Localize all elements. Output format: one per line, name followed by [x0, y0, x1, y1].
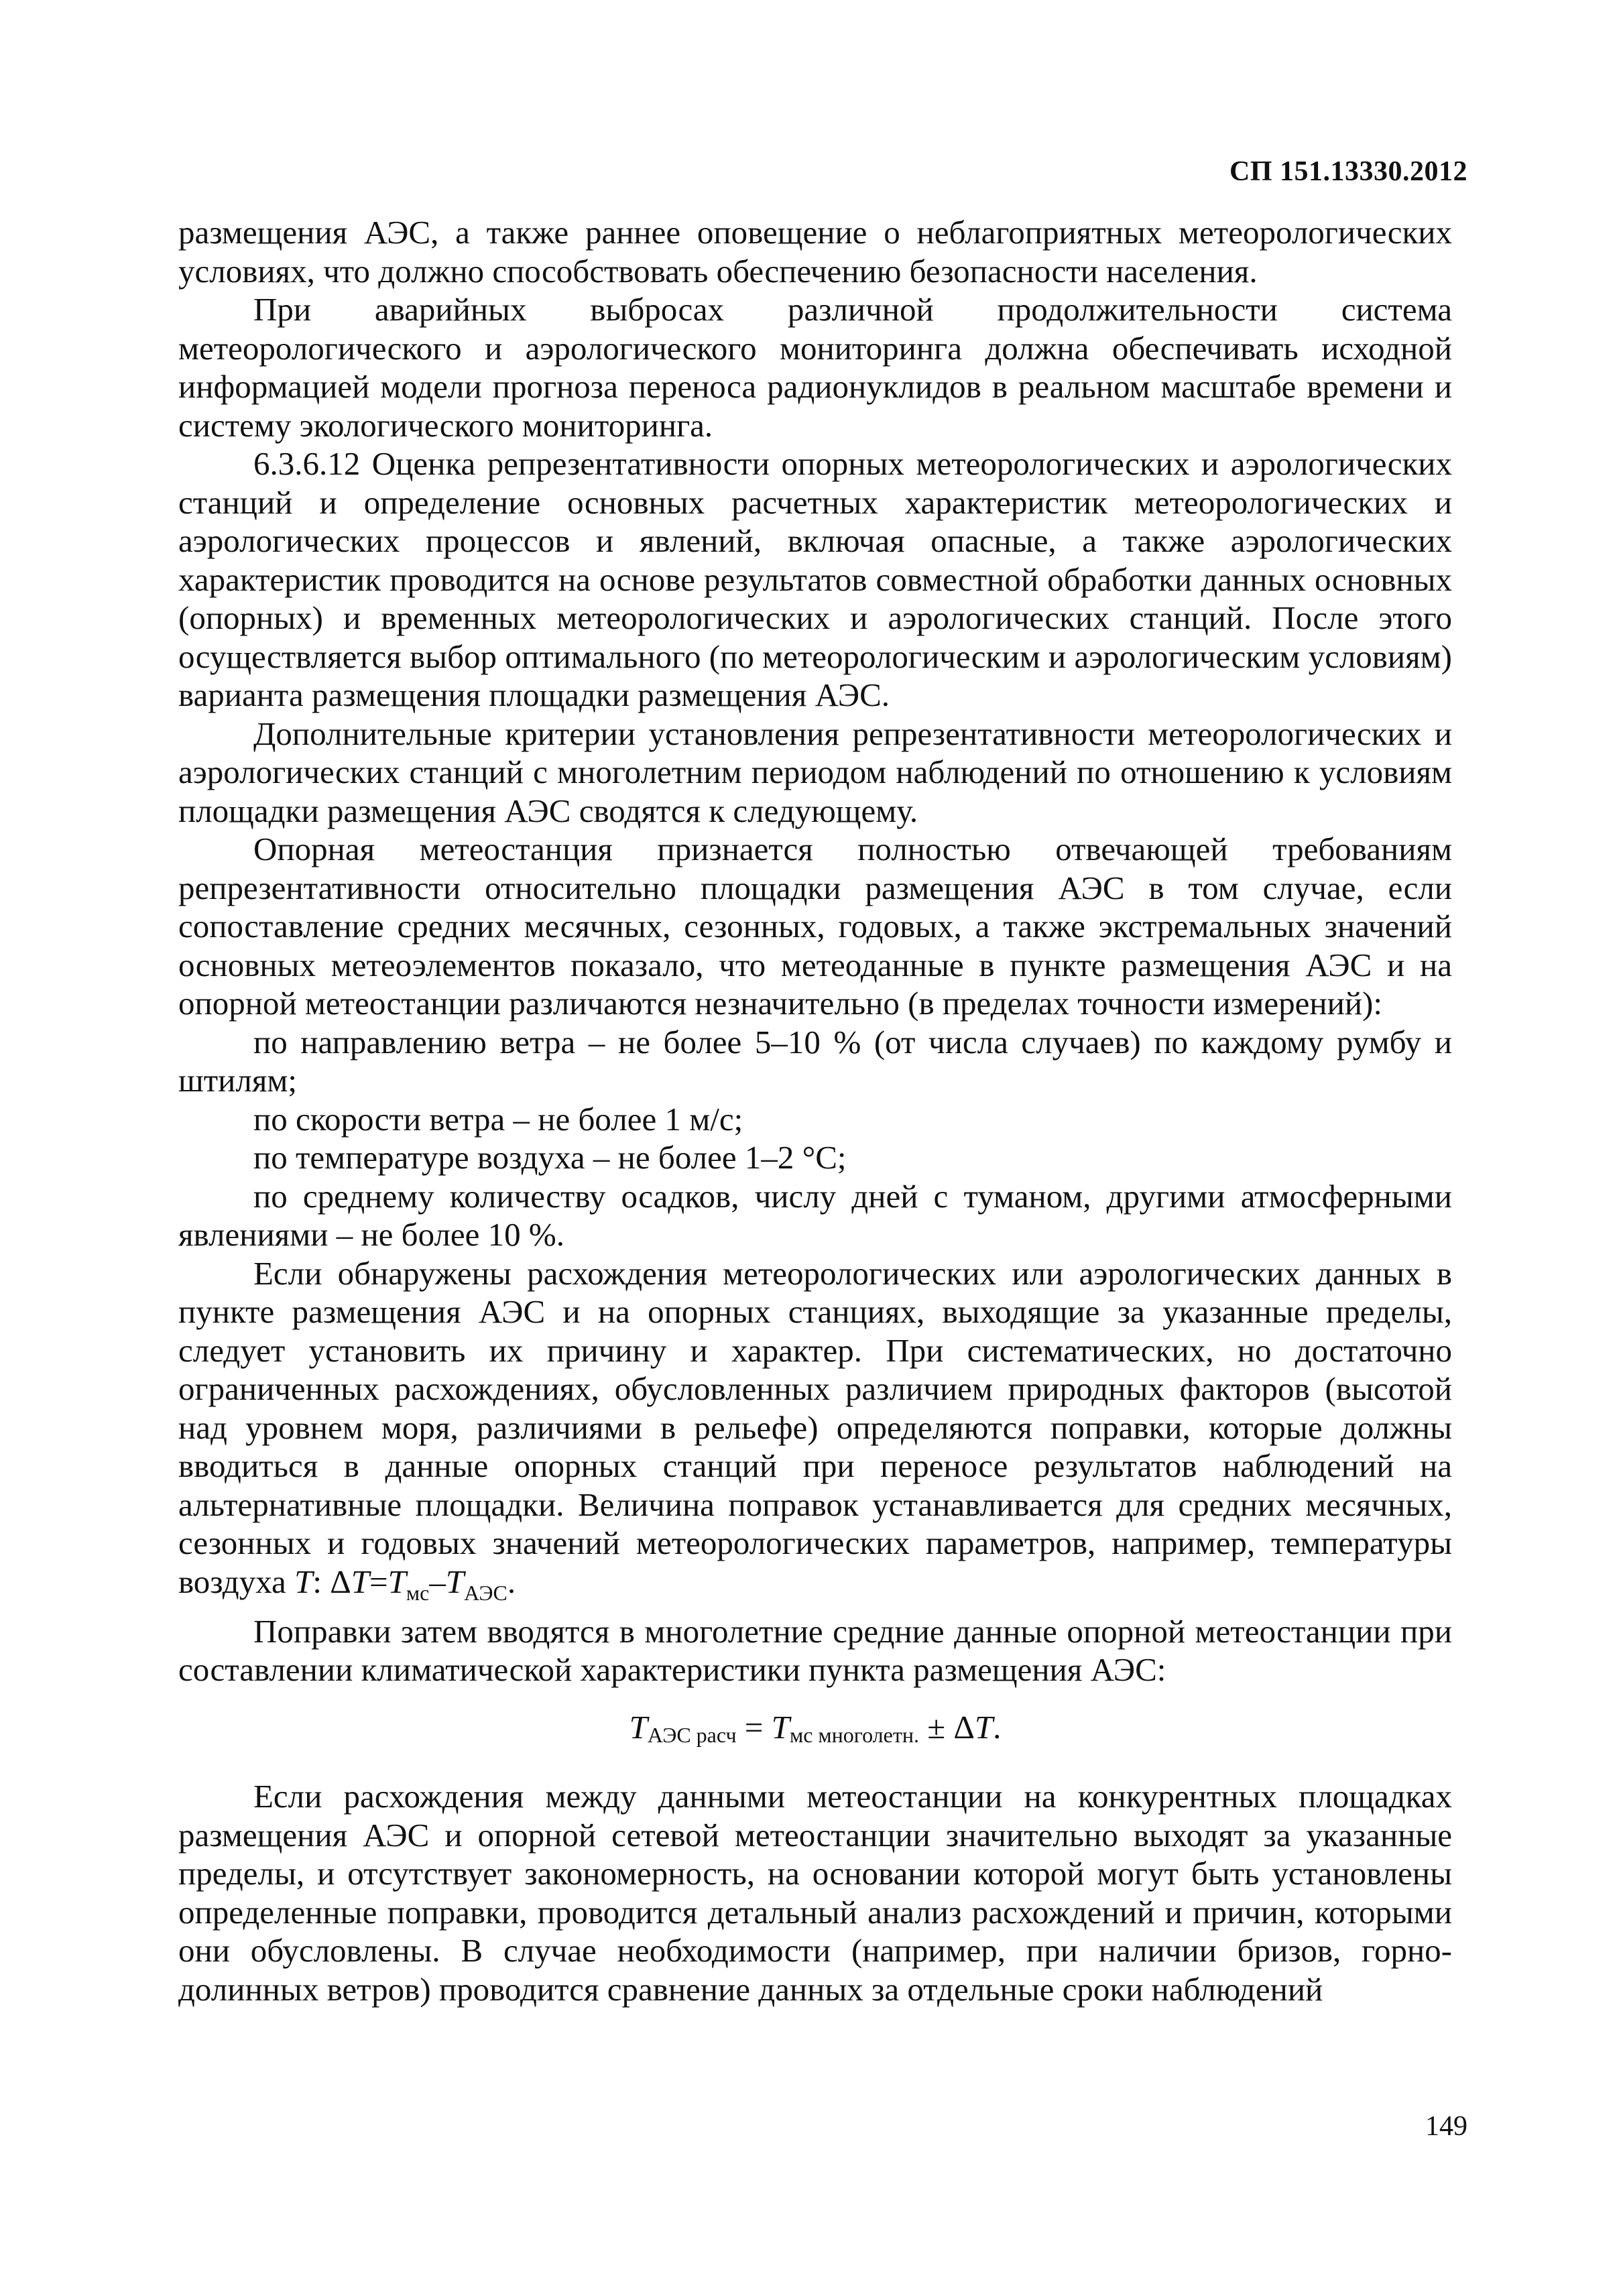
- document-body: [178, 213, 1452, 2008]
- list-item-wind-speed: по скорости ветра – не более 1 м/с;: [253, 1100, 743, 1138]
- paragraph-final: Если расхождения между данными метеостанции на конкурентных площадках размещения АЭС и опорной сетевой метеостанции значительно выходят за указанные пределы, и отсутствует закономерность, на основании которой могут быть установлены определенные поправки, проводится детальный анализ расхождений и причин, которыми они обусловлены. В случае необходимости (например, при наличии бризов, горно-долинных ветров) проводится сравнение данных за отдельные сроки наблюдений: [178, 1778, 1452, 2008]
- display-formula: TАЭС расч = Tмс многолетн. ± ΔT.: [629, 1708, 1002, 1747]
- list-item-wind-direction: по направлению ветра – не более 5–10 % (от числа случаев) по каждому румбу и штилям;: [178, 1023, 1452, 1099]
- page-number: 149: [1425, 2111, 1467, 2142]
- inline-formula: T: $\Delta T=T_{мс}-T_{АЭС}$.: [294, 1563, 516, 1605]
- list-item-precipitation: по среднему количеству осадков, числу дней с туманом, другими атмосферными явлениями – не более 10 %.: [178, 1177, 1452, 1253]
- paragraph-intro-formula: Поправки затем вводятся в многолетние средние данные опорной метеостанции при составлении климатической характеристики пункта размещения АЭС:: [178, 1612, 1452, 1689]
- paragraph-3: 6.3.6.12 Оценка репрезентативности опорных метеорологических и аэрологических станций и определение основных расчетных характеристик метеорологических и аэрологических процессов и явлений, включая опасные, а также аэрологических характеристик проводится на основе результатов совместной обработки данных основных (опорных) и временных метеорологических и аэрологических станций. После этого осуществляется выбор оптимального (по метеорологическим и аэрологическим условиям) варианта размещения площадки размещения АЭС.: [178, 445, 1452, 713]
- document-code: СП 151.13330.2012: [1229, 156, 1467, 187]
- list-item-air-temperature: по температуре воздуха – не более 1–2 °С;: [253, 1139, 847, 1176]
- paragraph-corrections: [178, 1254, 1452, 1612]
- corrections-text: Если обнаружены расхождения метеорологических или аэрологических данных в пункте размещения АЭС и на опорных станциях, выходящие за указанные пределы, следует установить их причину и характер. При систематических, но достаточно ограниченных расхождениях, обусловленных различием природных факторов (высотой над уровнем моря, различиями в рельефе) определяются поправки, которые должны вводиться в данные опорных станций при переносе результатов наблюдений на альтернативные площадки. Величина поправок устанавливается для средних месячных, сезонных и годовых значений метеорологических параметров, например, температуры воздуха: [178, 1254, 1452, 1600]
- paragraph-2: При аварийных выбросах различной продолжительности система метеорологического и аэрологического мониторинга должна обеспечивать исходной информацией модели прогноза переноса радионуклидов в реальном масштабе времени и систему экологического мониторинга.: [178, 291, 1452, 444]
- paragraph-4: Дополнительные критерии установления репрезентативности метеорологических и аэрологических станций с многолетним периодом наблюдений по отношению к условиям площадки размещения АЭС сводятся к следующему.: [178, 715, 1452, 829]
- paragraph-5: Опорная метеостанция признается полностью отвечающей требованиям репрезентативности относительно площадки размещения АЭС в том случае, если сопоставление средних месячных, сезонных, годовых, а также экстремальных значений основных метеоэлементов показало, что метеоданные в пункте размещения АЭС и на опорной метеостанции различаются незначительно (в пределах точности измерений):: [178, 831, 1452, 1022]
- paragraph-1: размещения АЭС, а также раннее оповещение о неблагоприятных метеорологических условиях, что должно способствовать обеспечению безопасности населения.: [178, 214, 1452, 290]
